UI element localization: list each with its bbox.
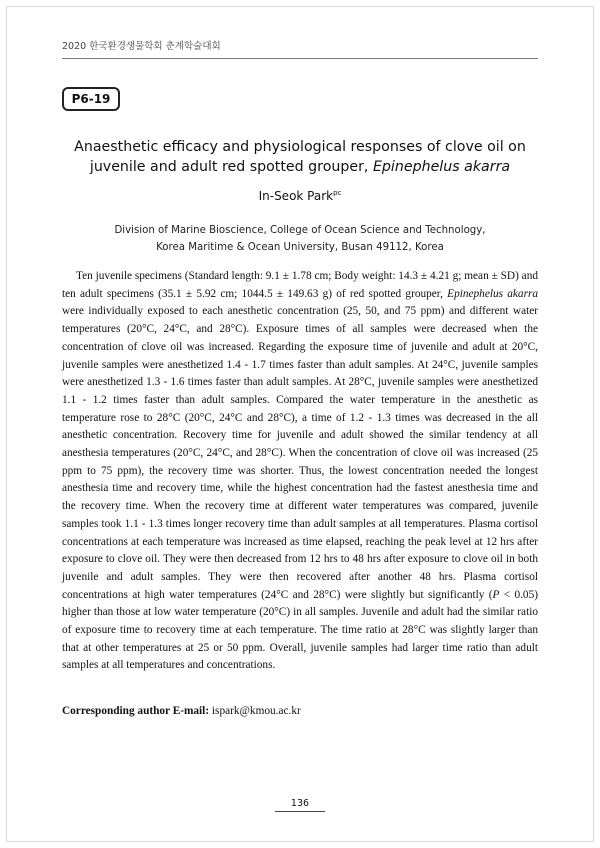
affiliation-line-2: Korea Maritime & Ocean University, Busan 49112, Korea xyxy=(156,242,444,253)
author-line xyxy=(62,189,538,203)
abstract-part-2: were individually exposed to each anesthetic concentration (25, 50, and 75 ppm) and different water temperatures (20°C, 24°C, and 28°C). Exposure times of all samples were decreased when the concentration of clove oil was increased. Regarding the exposure time of juvenile and adult at 20°C, juvenile samples were anesthetized 1.4 - 1.7 times faster than adult samples. At 24°C, juvenile samples were anesthetized 1.3 - 1.6 times faster than adult samples. At 28°C, juvenile samples were anesthetized 1.1 - 1.2 times faster than adult samples. Compared the water temperature in the anesthetic as temperature rose to 28°C (20°C, 24°C and 28°C), a time of 1.2 - 1.3 times was decreased in the all anesthetic concentration. Recovery time for juvenile and adult showed the similar tendency at all anesthesia temperatures (20°C, 24°C, and 28°C). When the concentration of clove oil was increased (25 ppm to 75 ppm), the recovery time was shorter. Thus, the lowest concentration needed the longest anesthesia time and recovery time, while the highest concentration had the fastest anesthesia time and the recovery time. When the recovery time at different water temperatures was compared, juvenile samples took 1.1 - 1.3 times longer recovery time than adult samples at all temperatures. Plasma cortisol concentrations at each temperature was increased as time elapsed, reaching the peak level at 12 hrs after exposure to clove oil. They were then decreased from 12 hrs to 48 hrs after exposure to clove oil in both juvenile and adult samples. They were then recovered after another 48 hrs. Plasma cortisol concentrations at high water temperatures (24°C and 28°C) were slightly but significantly ( xyxy=(62,305,538,601)
poster-id-badge: P6-19 xyxy=(62,87,120,111)
page-number: 136 xyxy=(275,798,325,812)
affiliation-line-1: Division of Marine Bioscience, College of Ocean Science and Technology, xyxy=(114,225,486,236)
abstract-body xyxy=(62,268,538,675)
author-name: In-Seok Park xyxy=(258,189,334,203)
corresponding-email[interactable]: ispark@kmou.ac.kr xyxy=(211,705,301,717)
corresponding-label: Corresponding author E-mail: xyxy=(62,705,210,717)
conference-header: 2020 한국환경생물학회 춘계학술대회 xyxy=(62,38,538,59)
abstract-part-1: Ten juvenile specimens (Standard length: 9.1 ± 1.78 cm; Body weight: 14.3 ± 4.21 g; mean ± SD) and ten adult specimens (35.1 ± 5.92 cm; 1044.5 ± 149.63 g) of red spotted grouper, xyxy=(62,270,538,300)
author-mark: pc xyxy=(333,189,342,197)
abstract-p-variable: P xyxy=(492,588,500,601)
paper-title xyxy=(62,137,538,177)
abstract-species: Epinephelus akarra xyxy=(447,287,539,300)
abstract-part-3: < 0.05) higher than those at low water temperature (20°C) in all samples. Juvenile and adult had the similar ratio of exposure time to recovery time at each temperature. The time ratio at 28°C was slightly larger than that at other temperatures at 25 or 50 ppm. Overall, juvenile samples had larger time ratio than adult samples at all temperatures and concentrations. xyxy=(62,588,538,672)
title-main: Anaesthetic efficacy and physiological responses of clove oil on juvenile and adult red spotted grouper, xyxy=(74,139,526,175)
corresponding-author xyxy=(62,705,538,717)
title-species: Epinephelus akarra xyxy=(372,159,511,175)
affiliation xyxy=(62,222,538,256)
